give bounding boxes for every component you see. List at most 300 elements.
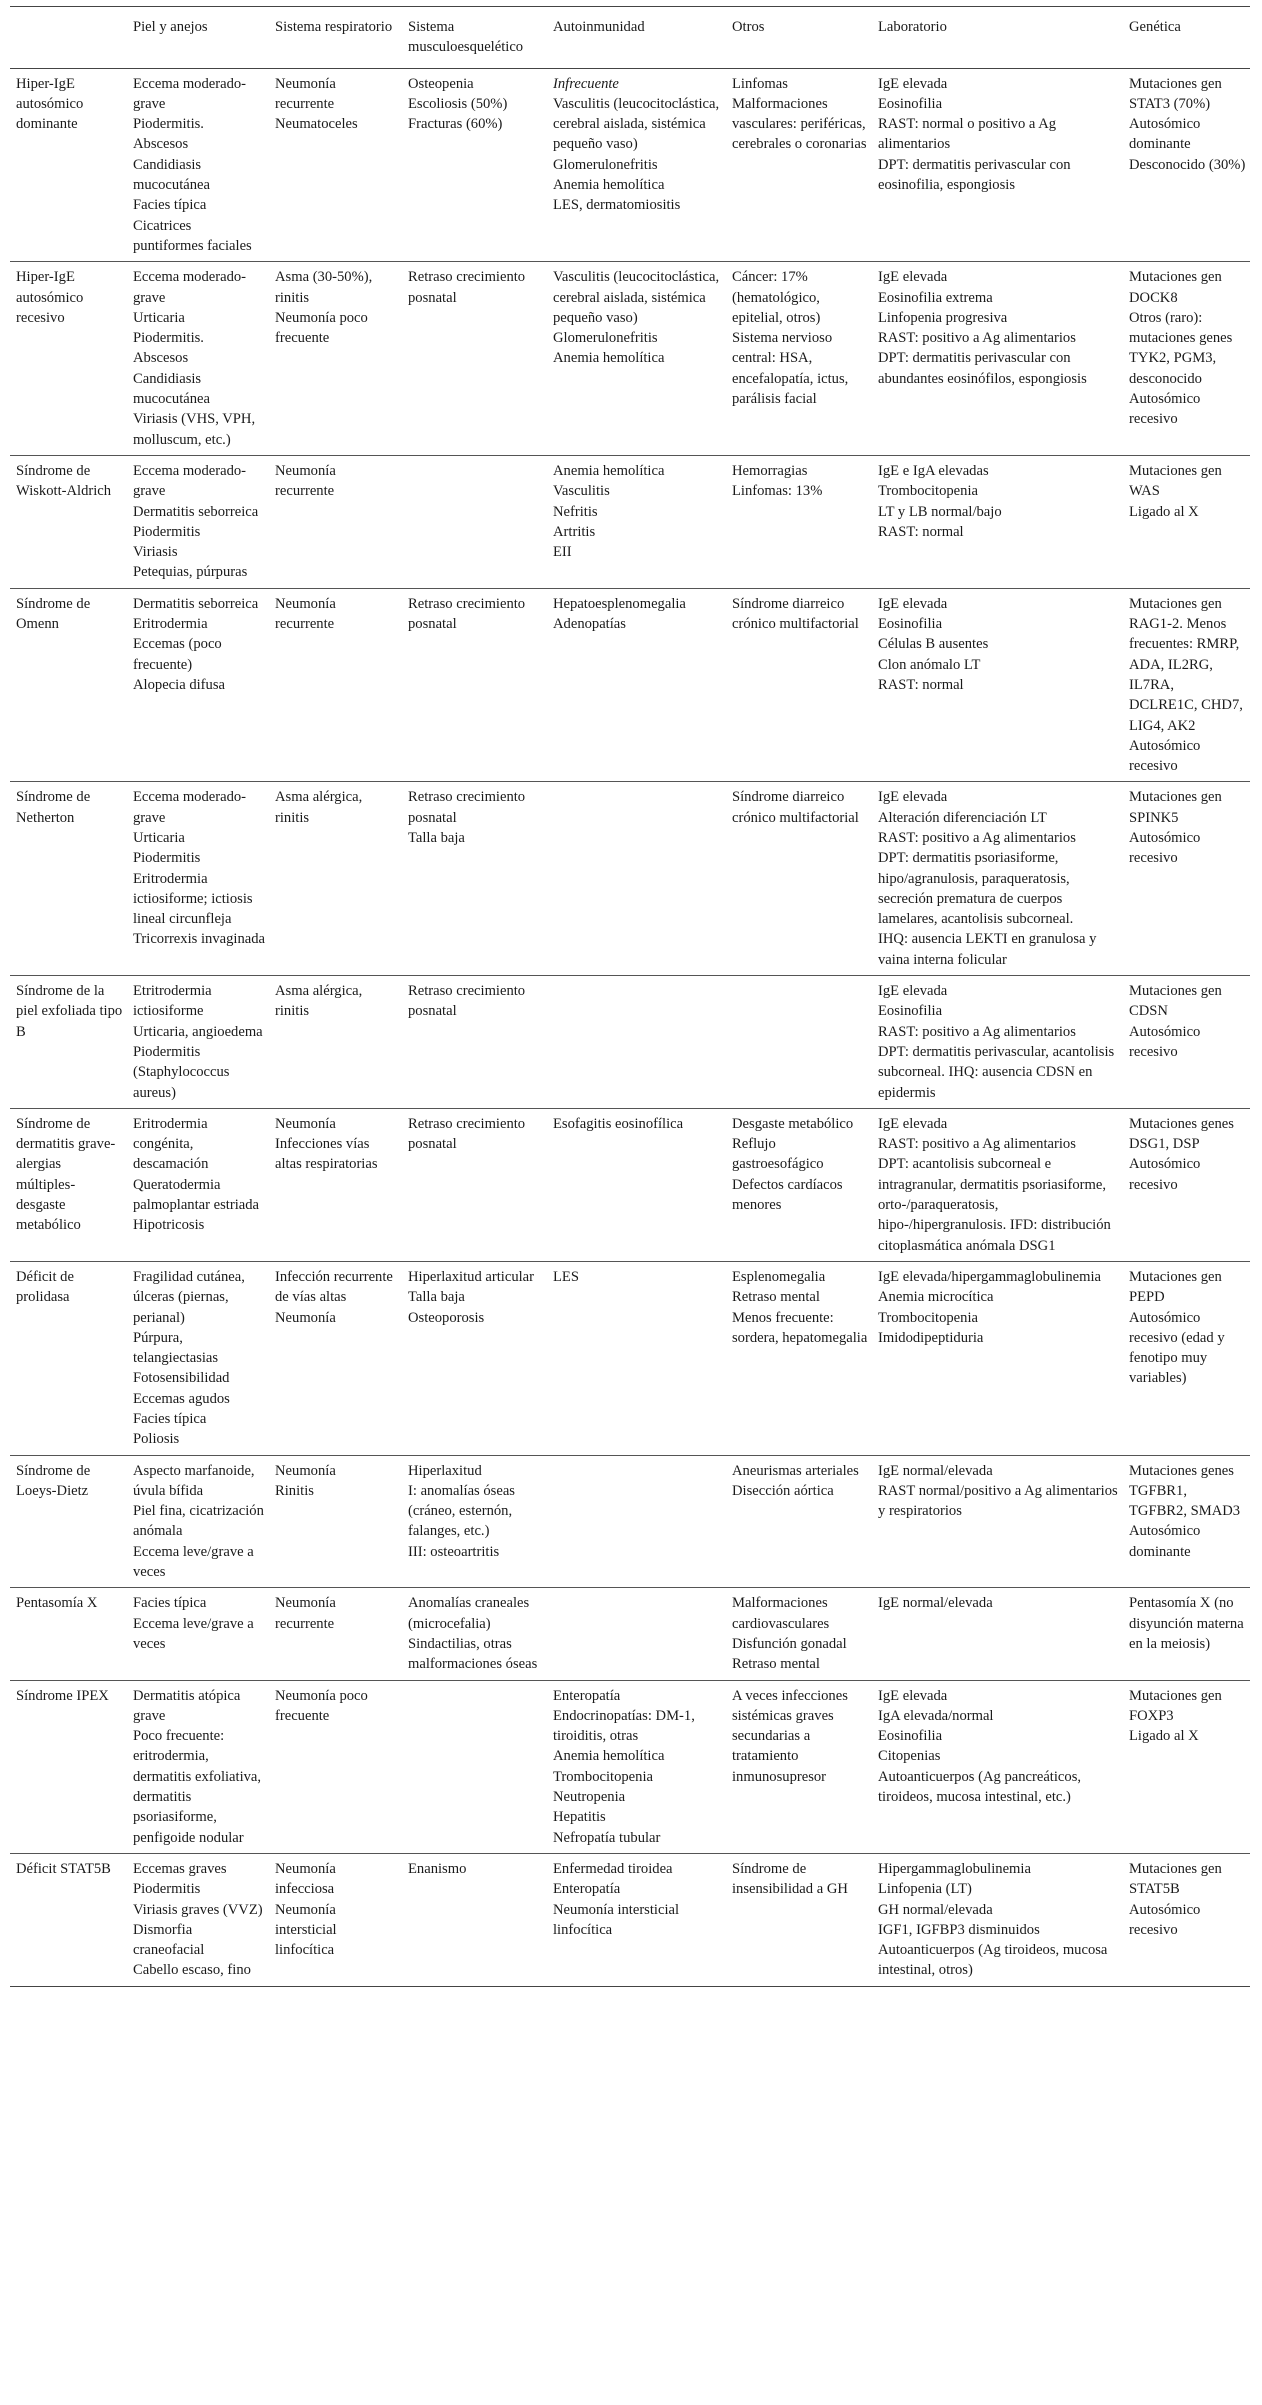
cell-line: DPT: dermatitis perivascular, acantolisis subcorneal. IHQ: ausencia CDSN en epidermis (878, 1043, 1115, 1101)
cell-line: Trombocitopenia (878, 1309, 978, 1326)
cell-line: Mutaciones gen FOXP3 (1129, 1687, 1222, 1724)
cell-gen (1123, 1588, 1250, 1680)
cell-line: Reflujo gastroesofágico (732, 1136, 824, 1173)
cell-line: IgE elevada (878, 595, 948, 612)
cell-line: Púrpura, telangiectasias (133, 1329, 219, 1367)
cell-line: Eccema leve/grave a veces (133, 1615, 254, 1652)
cell-line: Linfomas (732, 75, 788, 92)
cell-line: Cáncer: 17% (hematológico, epitelial, otros) (732, 269, 821, 326)
cell-line: Adenopatías (553, 616, 626, 633)
cell-piel (127, 588, 269, 782)
cell-line: Malformaciones cardiovasculares (732, 1595, 830, 1632)
cell-musc (402, 976, 547, 1109)
cell-resp (269, 976, 402, 1109)
cell-line: Retraso mental (732, 1656, 820, 1673)
table-row (10, 262, 1250, 456)
cell-gen (1123, 1680, 1250, 1853)
cell-line: Mutaciones gen SPINK5 (1129, 789, 1222, 826)
cell-line: Malformaciones vasculares: periféricas, cerebrales o coronarias (732, 95, 867, 153)
cell-syndrome-name: Hiper-IgE autosómico dominante (16, 75, 84, 133)
cell-auto (547, 588, 726, 782)
cell-line: Neumonía poco frecuente (275, 1687, 368, 1724)
cell-line: Eosinofilia (878, 1003, 943, 1020)
header-cell-otros: Otros (732, 19, 765, 35)
cell-line: Neumonía (275, 1462, 336, 1479)
cell-syndrome-name: Síndrome de Netherton (16, 789, 91, 826)
cell-line: Eccema moderado-grave (133, 789, 247, 826)
cell-auto (547, 976, 726, 1109)
cell-line: Sindactilias, otras malformaciones óseas (408, 1635, 538, 1673)
cell-line: Mutaciones genes DSG1, DSP (1129, 1115, 1234, 1153)
cell-line: Piodermitis (133, 523, 201, 540)
table-row (10, 1261, 1250, 1455)
cell-line: Vasculitis (leucocitoclástica, cerebral aislada, sistémica pequeño vaso) (553, 95, 720, 153)
cell-resp (269, 455, 402, 588)
cell-line: Hipotricosis (133, 1217, 205, 1234)
cell-otros (726, 1680, 872, 1853)
cell-lab (872, 588, 1123, 782)
cell-line: Cicatrices puntiformes faciales (133, 217, 252, 254)
cell-line: Trombocitopenia (553, 1768, 653, 1785)
cell-line: Abscesos (133, 350, 189, 367)
cell-line: Hemorragias (732, 462, 808, 479)
table-row (10, 1680, 1250, 1853)
cell-musc (402, 1108, 547, 1261)
cell-line: Autosómico dominante (1129, 1523, 1201, 1560)
cell-line: Neumonía poco frecuente (275, 309, 368, 347)
cell-auto (547, 1455, 726, 1588)
cell-musc (402, 1455, 547, 1588)
cell-line: Alopecia difusa (133, 676, 225, 693)
cell-lab (872, 262, 1123, 456)
cell-musc (402, 68, 547, 262)
cell-line: RAST: positivo a Ag alimentarios (878, 1023, 1076, 1040)
cell-line: Neutropenia (553, 1789, 626, 1806)
cell-line: Disfunción gonadal (732, 1635, 847, 1652)
cell-gen (1123, 1853, 1250, 1986)
cell-line: Eritrodermia (133, 616, 208, 633)
cell-line: Linfomas: 13% (732, 483, 823, 500)
cell-resp (269, 68, 402, 262)
cell-line: Facies típica (133, 1411, 207, 1427)
cell-line: RAST: normal (878, 523, 964, 540)
cell-line: RAST: normal (878, 676, 964, 693)
cell-line: Asma (30-50%), rinitis (275, 269, 373, 306)
syndromes-table (10, 6, 1250, 1987)
cell-line: Clon anómalo LT (878, 656, 981, 673)
cell-line: Neumonía recurrente (275, 75, 336, 112)
cell-line: Viriasis graves (VVZ) (133, 1901, 263, 1918)
cell-lab (872, 1455, 1123, 1588)
cell-line: Autosómico recesivo (1129, 737, 1201, 775)
cell-auto (547, 1261, 726, 1455)
cell-piel (127, 455, 269, 588)
cell-line: Eccemas graves (133, 1860, 227, 1877)
cell-otros (726, 68, 872, 262)
cell-line: Glomerulonefritis (553, 156, 658, 173)
cell-resp (269, 588, 402, 782)
cell-auto (547, 782, 726, 976)
cell-line: Anemia hemolítica (553, 177, 665, 194)
cell-line: Mutaciones gen CDSN (1129, 983, 1222, 1020)
table-row (10, 1108, 1250, 1261)
cell-line: Imidodipeptiduria (878, 1329, 984, 1346)
cell-line: Glomerulonefritis (553, 330, 658, 347)
cell-line: Neumonía recurrente (275, 462, 336, 500)
cell-gen (1123, 976, 1250, 1109)
cell-line: GH normal/elevada (878, 1901, 993, 1918)
cell-line: Eritrodermia ictiosiforme; ictiosis lineal circunfleja (133, 870, 253, 928)
cell-piel (127, 68, 269, 262)
cell-line: Neumonía recurrente (275, 595, 336, 633)
cell-syndrome-name: Hiper-IgE autosómico recesivo (16, 269, 84, 326)
cell-line: I: anomalías óseas (cráneo, esternón, falanges, etc.) (408, 1482, 515, 1540)
cell-gen (1123, 68, 1250, 262)
cell-line: RAST: positivo a Ag alimentarios (878, 1136, 1076, 1153)
table-body (10, 68, 1250, 1986)
cell-line: Autoanticuerpos (Ag tiroideos, mucosa intestinal, otros) (878, 1942, 1108, 1979)
cell-line: Sistema nervioso central: HSA, encefalopatía, ictus, parálisis facial (732, 330, 849, 408)
cell-otros (726, 1108, 872, 1261)
cell-line: Ligado al X (1129, 1728, 1199, 1745)
cell-line: Enteropatía (553, 1881, 621, 1898)
cell-line: Linfopenia progresiva (878, 309, 1008, 326)
cell-line: RAST: positivo a Ag alimentarios (878, 829, 1076, 846)
cell-line: Asma alérgica, rinitis (275, 983, 363, 1020)
cell-line: RAST: positivo a Ag alimentarios (878, 330, 1076, 347)
cell-syndrome-name: Déficit de prolidasa (16, 1268, 74, 1306)
cell-line: Eosinofilia extrema (878, 289, 993, 306)
header-cell-name (10, 7, 127, 69)
cell-piel (127, 1455, 269, 1588)
table-row (10, 1853, 1250, 1986)
cell-line: Mutaciones gen DOCK8 (1129, 269, 1222, 306)
cell-line: Neumatoceles (275, 116, 358, 133)
cell-line: IgA elevada/normal (878, 1707, 994, 1724)
cell-piel (127, 1680, 269, 1853)
header-cell-auto: Autoinmunidad (553, 19, 645, 35)
cell-lab (872, 1108, 1123, 1261)
cell-line: Poliosis (133, 1431, 180, 1448)
cell-line: Queratodermia palmoplantar estriada (133, 1176, 260, 1214)
cell-syndrome-name: Pentasomía X (16, 1595, 98, 1612)
cell-resp (269, 1455, 402, 1588)
cell-lab (872, 68, 1123, 262)
cell-line: Hepatoesplenomegalia (553, 595, 686, 612)
cell-line: Rinitis (275, 1482, 314, 1499)
cell-line: Otros (raro): mutaciones genes TYK2, PGM3, desconocido (1129, 309, 1233, 387)
cell-line: Cabello escaso, fino (133, 1962, 251, 1979)
table-row (10, 588, 1250, 782)
cell-otros (726, 1261, 872, 1455)
cell-line: Ligado al X (1129, 503, 1199, 520)
cell-line: Endocrinopatías: DM-1, tiroiditis, otras (553, 1707, 695, 1745)
header-cell-lab: Laboratorio (878, 19, 947, 35)
cell-otros (726, 455, 872, 588)
cell-line: Autosómico recesivo (1129, 829, 1201, 867)
cell-line: Candidiasis mucocutánea (133, 156, 210, 194)
cell-line: Neumonía recurrente (275, 1595, 336, 1632)
cell-syndrome-name: Síndrome de Wiskott-Aldrich (16, 462, 112, 500)
cell-line: Autosómico recesivo (1129, 1023, 1201, 1060)
cell-line: Neumonía (275, 1309, 336, 1326)
cell-line: Piodermitis (133, 1881, 201, 1898)
cell-line: Anemia hemolítica (553, 462, 665, 479)
cell-lab (872, 976, 1123, 1109)
cell-line: Escoliosis (50%) (408, 95, 508, 112)
cell-line: Eosinofilia (878, 616, 943, 633)
cell-line: A veces infecciones sistémicas graves secundarias a tratamiento inmunosupresor (732, 1687, 848, 1785)
cell-line: Piel fina, cicatrización anómala (133, 1503, 264, 1540)
cell-line: Neumonía infecciosa (275, 1860, 336, 1898)
cell-line: Autosómico recesivo (1129, 391, 1201, 428)
cell-line: IgE elevada (878, 75, 948, 92)
cell-line: Aspecto marfanoide, úvula bífida (133, 1462, 255, 1499)
cell-otros (726, 1455, 872, 1588)
cell-lab (872, 782, 1123, 976)
cell-lab (872, 1680, 1123, 1853)
cell-lab (872, 1853, 1123, 1986)
table-row (10, 976, 1250, 1109)
cell-syndrome-name: Déficit STAT5B (16, 1860, 111, 1877)
cell-line: DPT: acantolisis subcorneal e intragranular, dermatitis psoriasiforme, orto-/paraqueratosis, hipo-/hipergranulosis. IFD: distribución citoplasmática anómala DSG1 (878, 1156, 1111, 1254)
cell-syndrome-name: Síndrome de Omenn (16, 595, 91, 633)
cell-line: Esofagitis eosinofílica (553, 1115, 684, 1132)
cell-gen (1123, 588, 1250, 782)
cell-line: Dismorfia craneofacial (133, 1921, 205, 1959)
cell-line: Retraso crecimiento posnatal (408, 789, 526, 826)
table-row (10, 782, 1250, 976)
cell-line: Neumonía (275, 1115, 336, 1132)
cell-line: IgE elevada (878, 983, 948, 1000)
cell-line: Retraso crecimiento posnatal (408, 1115, 526, 1153)
table-row (10, 1588, 1250, 1680)
cell-resp (269, 1261, 402, 1455)
cell-line: Tricorrexis invaginada (133, 931, 265, 948)
cell-line: DPT: dermatitis perivascular con eosinofilia, espongiosis (878, 156, 1071, 194)
cell-line: LES, dermatomiositis (553, 197, 681, 214)
cell-line: Retraso crecimiento posnatal (408, 983, 526, 1020)
cell-line: Desconocido (30%) (1129, 156, 1246, 173)
cell-line: Eccema moderado-grave (133, 75, 247, 112)
cell-auto (547, 1108, 726, 1261)
cell-line: Pentasomía X (no disyunción materna en la meiosis) (1129, 1595, 1244, 1652)
cell-line: EII (553, 544, 572, 561)
cell-line: Aneurismas arteriales (732, 1462, 859, 1479)
cell-line: Eccemas agudos (133, 1390, 230, 1407)
cell-gen (1123, 455, 1250, 588)
cell-gen (1123, 1261, 1250, 1455)
cell-line: Linfopenia (LT) (878, 1881, 972, 1898)
cell-line: Mutaciones gen WAS (1129, 462, 1222, 500)
cell-musc (402, 455, 547, 588)
cell-line: Anomalías craneales (microcefalia) (408, 1595, 530, 1632)
cell-gen (1123, 1108, 1250, 1261)
header-cell-musc: Sistema musculoesquelético (408, 19, 524, 56)
cell-line: Disección aórtica (732, 1482, 834, 1499)
cell-line: Retraso mental (732, 1289, 820, 1306)
cell-line: Enfermedad tiroidea (553, 1860, 673, 1877)
cell-piel (127, 1261, 269, 1455)
cell-piel (127, 262, 269, 456)
cell-line: Asma alérgica, rinitis (275, 789, 363, 826)
cell-line: Citopenias (878, 1748, 941, 1765)
cell-line: Abscesos (133, 136, 189, 153)
cell-line: Infección recurrente de vías altas (275, 1268, 393, 1306)
cell-line: LES (553, 1268, 579, 1285)
cell-line: Eccemas (poco frecuente) (133, 636, 222, 673)
cell-piel (127, 1108, 269, 1261)
cell-syndrome-name: Síndrome IPEX (16, 1687, 109, 1704)
cell-line: IGF1, IGFBP3 disminuidos (878, 1921, 1040, 1938)
cell-line: Anemia microcítica (878, 1289, 994, 1306)
cell-line: Eritrodermia congénita, descamación (133, 1115, 209, 1173)
cell-otros (726, 262, 872, 456)
cell-line: LT y LB normal/bajo (878, 503, 1002, 520)
cell-gen (1123, 1455, 1250, 1588)
cell-line: Menos frecuente: sordera, hepatomegalia (732, 1309, 868, 1346)
cell-line: Síndrome diarreico crónico multifactorial (732, 595, 859, 633)
table-row (10, 1455, 1250, 1588)
cell-line: DPT: dermatitis psoriasiforme, hipo/agranulosis, paraqueratosis, secreción prematura de cuerpos lamelares, acantolisis subcorneal. (878, 850, 1074, 928)
cell-resp (269, 782, 402, 976)
cell-line: Mutaciones gen STAT3 (70%) (1129, 75, 1222, 112)
table-row (10, 68, 1250, 262)
cell-line: Piodermitis. (133, 330, 204, 347)
cell-lab (872, 1588, 1123, 1680)
cell-line: III: osteoartritis (408, 1543, 500, 1560)
cell-resp (269, 1680, 402, 1853)
cell-resp (269, 1108, 402, 1261)
cell-line: Eosinofilia (878, 95, 943, 112)
cell-line: Hepatitis (553, 1809, 606, 1826)
cell-line: Alteración diferenciación LT (878, 809, 1047, 826)
cell-syndrome-name: Síndrome de la piel exfoliada tipo B (16, 983, 123, 1040)
cell-syndrome-name: Síndrome de Loeys-Dietz (16, 1462, 91, 1499)
cell-line: Desgaste metabólico (732, 1115, 854, 1132)
cell-line: Dermatitis atópica grave (133, 1687, 241, 1724)
table-row (10, 455, 1250, 588)
cell-line: Esplenomegalia (732, 1268, 826, 1285)
cell-line: Etritrodermia ictiosiforme (133, 983, 212, 1020)
cell-line: Poco frecuente: eritrodermia, dermatitis exfoliativa, dermatitis psoriasiforme, penfigoide nodular (133, 1728, 262, 1846)
cell-musc (402, 1261, 547, 1455)
header-cell-piel: Piel y anejos (133, 19, 208, 35)
cell-line: IgE normal/elevada (878, 1462, 993, 1479)
cell-line: Autoanticuerpos (Ag pancreáticos, tiroideos, mucosa intestinal, etc.) (878, 1768, 1082, 1806)
cell-line: RAST: normal o positivo a Ag alimentarios (878, 116, 1057, 153)
cell-line: IgE elevada (878, 269, 948, 286)
cell-line: Autosómico recesivo (1129, 1901, 1201, 1938)
cell-resp (269, 1588, 402, 1680)
cell-line: Talla baja (408, 829, 465, 846)
cell-line: Retraso crecimiento posnatal (408, 269, 526, 306)
cell-line: Anemia hemolítica (553, 350, 665, 367)
cell-line: Piodermitis (Staphylococcus aureus) (133, 1043, 230, 1101)
cell-line: Nefritis (553, 503, 598, 520)
cell-line: Artritis (553, 523, 596, 540)
cell-line: Facies típica (133, 197, 207, 214)
cell-musc (402, 1853, 547, 1986)
cell-line: Fracturas (60%) (408, 116, 503, 133)
cell-line: Autosómico dominante (1129, 116, 1201, 153)
cell-line: Infecciones vías altas respiratorias (275, 1136, 378, 1173)
cell-line: Dermatitis seborreica (133, 503, 259, 520)
cell-line: Mutaciones gen RAG1-2. Menos frecuentes: RMRP, ADA, IL2RG, IL7RA, DCLRE1C, CHD7, LIG4, AK2 (1129, 595, 1243, 734)
cell-line: IgE elevada (878, 789, 948, 806)
cell-line: Vasculitis (553, 483, 610, 500)
cell-line: Viriasis (133, 544, 178, 561)
cell-line: Síndrome de insensibilidad a GH (732, 1860, 848, 1898)
cell-line: Eccema leve/grave a veces (133, 1543, 254, 1581)
cell-otros (726, 1853, 872, 1986)
cell-line: IgE normal/elevada (878, 1595, 993, 1612)
cell-line: Mutaciones gen STAT5B (1129, 1860, 1222, 1898)
cell-otros (726, 976, 872, 1109)
cell-line: Osteopenia (408, 75, 474, 92)
cell-line: Talla baja (408, 1289, 465, 1306)
cell-line: Urticaria (133, 309, 185, 326)
cell-otros (726, 782, 872, 976)
cell-line: Hipergammaglobulinemia (878, 1860, 1031, 1877)
cell-line: Trombocitopenia (878, 483, 978, 500)
cell-line: Neumonía intersticial linfocítica (275, 1901, 337, 1959)
cell-line: Urticaria (133, 829, 185, 846)
cell-line: Candidiasis mucocutánea (133, 370, 210, 408)
cell-otros (726, 588, 872, 782)
cell-line: Defectos cardíacos menores (732, 1176, 843, 1214)
cell-line: Facies típica (133, 1595, 207, 1612)
cell-musc (402, 1680, 547, 1853)
cell-line: Hiperlaxitud articular (408, 1268, 535, 1285)
cell-line: Células B ausentes (878, 636, 989, 653)
cell-line: IgE elevada (878, 1115, 948, 1132)
cell-musc (402, 262, 547, 456)
cell-gen (1123, 782, 1250, 976)
cell-auto (547, 455, 726, 588)
header-cell-resp: Sistema respiratorio (275, 19, 393, 35)
cell-line: Vasculitis (leucocitoclástica, cerebral aislada, sistémica pequeño vaso) (553, 269, 720, 326)
cell-musc (402, 588, 547, 782)
header-cell-gen: Genética (1129, 19, 1181, 35)
cell-line: Osteoporosis (408, 1309, 485, 1326)
cell-line: Mutaciones genes TGFBR1, TGFBR2, SMAD3 (1129, 1462, 1241, 1520)
cell-line: Eccema moderado-grave (133, 269, 247, 306)
cell-piel (127, 782, 269, 976)
cell-line: IgE elevada (878, 1687, 948, 1704)
cell-gen (1123, 262, 1250, 456)
header-row (10, 7, 1250, 69)
cell-line: Dermatitis seborreica (133, 595, 259, 612)
cell-line: Fragilidad cutánea, úlceras (piernas, perianal) (133, 1268, 245, 1326)
cell-line: Síndrome diarreico crónico multifactorial (732, 789, 859, 826)
cell-line: Fotosensibilidad (133, 1370, 230, 1387)
cell-resp (269, 262, 402, 456)
cell-line: Mutaciones gen PEPD (1129, 1268, 1222, 1306)
cell-line: Viriasis (VHS, VPH, molluscum, etc.) (133, 411, 256, 448)
cell-line: Hiperlaxitud (408, 1462, 482, 1479)
cell-line: Eccema moderado-grave (133, 462, 247, 500)
cell-line: RAST normal/positivo a Ag alimentarios y respiratorios (878, 1482, 1118, 1520)
cell-auto (547, 1853, 726, 1986)
cell-line: Anemia hemolítica (553, 1748, 665, 1765)
cell-lab (872, 455, 1123, 588)
cell-otros (726, 1588, 872, 1680)
cell-auto (547, 68, 726, 262)
cell-piel (127, 976, 269, 1109)
cell-line-lead: Infrecuente (553, 75, 619, 92)
cell-line: Enteropatía (553, 1687, 621, 1704)
